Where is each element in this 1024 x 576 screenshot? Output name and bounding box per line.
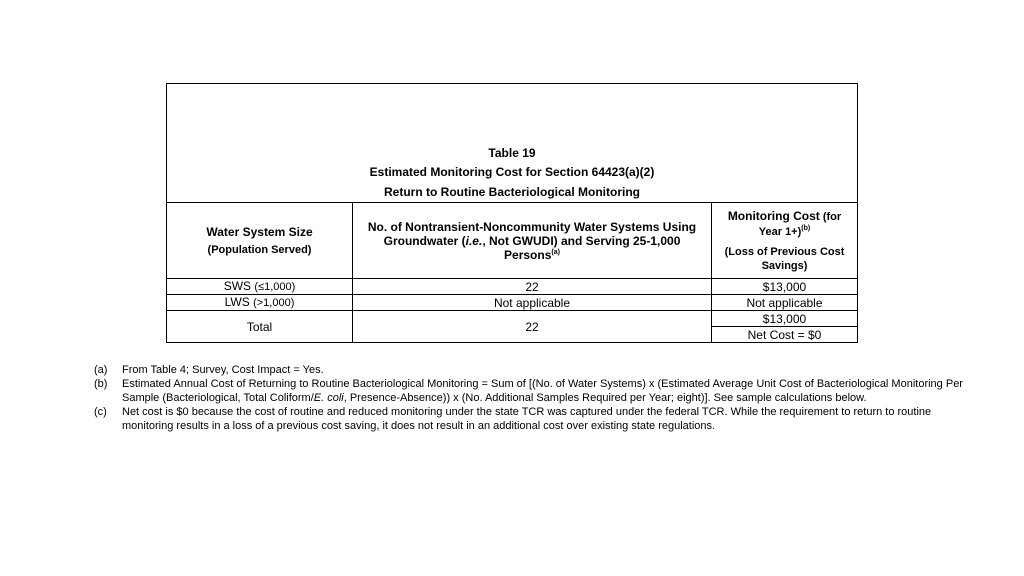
row-cost-lws: Not applicable	[712, 295, 858, 311]
table-row	[167, 279, 858, 295]
table-title: Estimated Monitoring Cost for Section 64423(a)(2)	[369, 165, 655, 179]
table-number: Table 19	[488, 145, 536, 160]
total-count: 22	[353, 311, 712, 343]
footnote-a: (a) From Table 4; Survey, Cost Impact = Yes.	[94, 364, 324, 376]
net-cost: Net Cost = $0	[712, 327, 858, 343]
total-label: Total	[167, 311, 353, 343]
table-subtitle: Return to Routine Bacteriological Monitoring	[384, 184, 640, 199]
table-caption	[167, 84, 858, 203]
total-cost: $13,000	[712, 311, 858, 327]
row-count-lws: Not applicable	[353, 295, 712, 311]
row-size-lws: LWS (>1,000)	[167, 295, 353, 311]
row-cost-sws: $13,000	[712, 279, 858, 295]
cost-table	[166, 83, 858, 343]
footnote-c: (c) Net cost is $0 because the cost of routine and reduced monitoring under the state TCR was captured under the federal TCR. While the requirement to return to routine monitoring results in a loss of a previous cost saving, it does not result in an additional cost over existing state regulations.	[94, 406, 932, 432]
table-row-total	[167, 311, 858, 327]
header-water-system-size: Water System Size (Population Served)	[167, 203, 353, 279]
footnotes	[94, 363, 964, 433]
header-monitoring-cost: Monitoring Cost (for Year 1+)$^{(b)}$ (Loss of Previous Cost Savings)	[712, 203, 858, 279]
row-count-sws: 22	[353, 279, 712, 295]
row-size-sws: SWS (≤1,000)	[167, 279, 353, 295]
header-system-count: No. of Nontransient-Noncommunity Water Systems Using Groundwater (i.e., Not GWUDI) and Serving 25-1,000 Persons$^{(a)}$	[353, 203, 712, 279]
header-row	[167, 203, 858, 279]
table-row	[167, 295, 858, 311]
footnote-b: (b) Estimated Annual Cost of Returning to Routine Bacteriological Monitoring = Sum of [(No. of Water Systems) x (Estimated Average Unit Cost of Bacteriological Monitoring Per Sample (Bacteriological, Total Coliform/E. coli, Presence-Absence)) x (No. Additional Samples Required per Year; eight)]. See sample calculations below.	[94, 378, 963, 404]
